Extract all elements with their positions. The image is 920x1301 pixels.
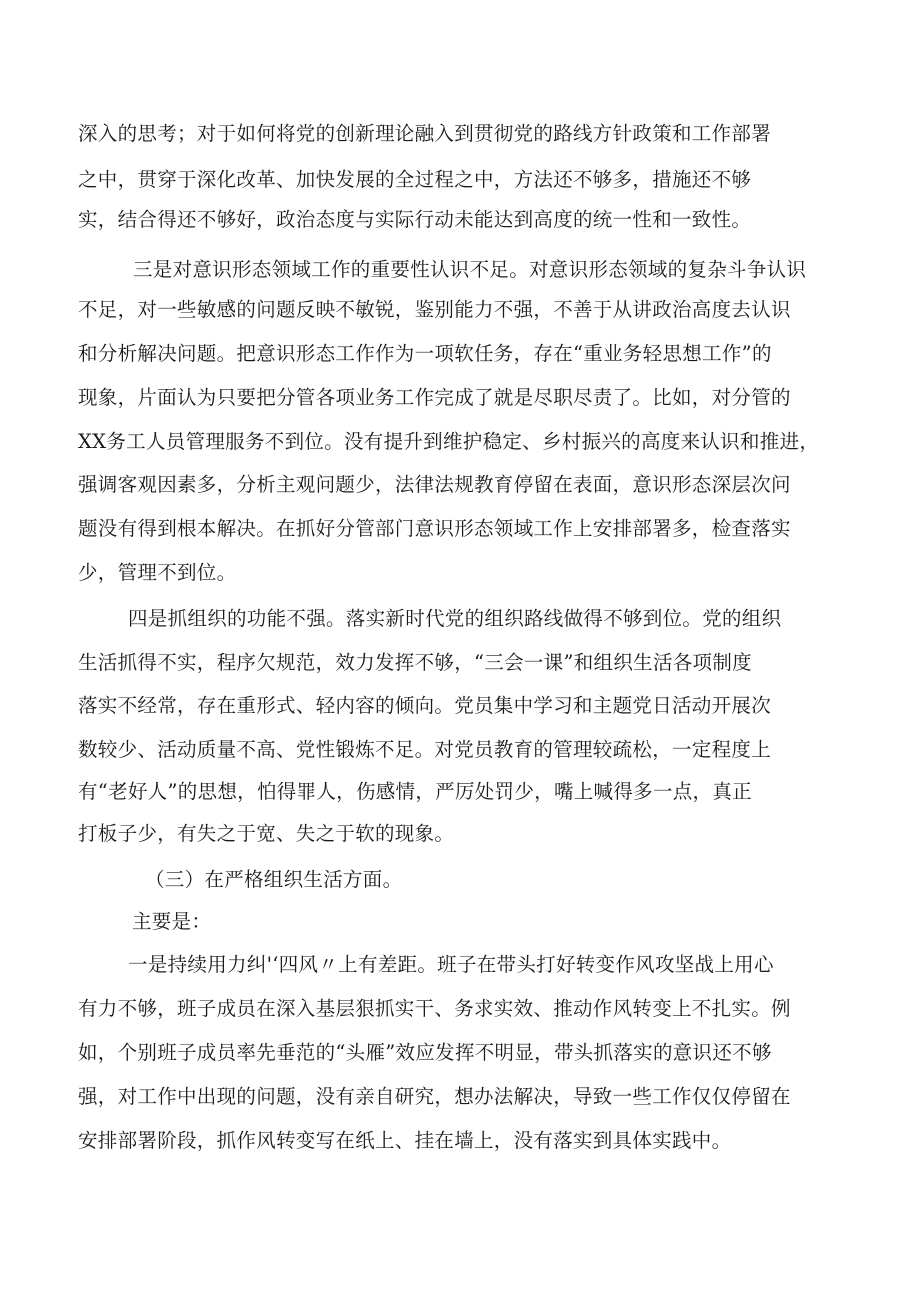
- text-line: 现象，片面认为只要把分管各项业务工作完成了就是尽职尽责了。比如，对分管的: [78, 386, 791, 409]
- text-line: 三是对意识形态领域工作的重要性认识不足。对意识形态领域的复杂斗争认识: [133, 258, 807, 281]
- text-line: 和分析解决问题。把意识形态工作作为一项软任务，存在“重业务轻思想工作”的: [78, 342, 772, 365]
- text-line: 强，对工作中出现的问题，没有亲自研究，想办法解决，导致一些工作仅仅停留在: [78, 1085, 791, 1108]
- text-line: 数较少、活动质量不高、党性锻炼不足。对党员教育的管理较疏松，一定程度上: [78, 738, 772, 761]
- text-line: 题没有得到根本解决。在抓好分管部门意识形态领域工作上安排部署多，检查落实: [78, 517, 791, 540]
- text-line: 一是持续用力纠'‘四风〃上有差距。班子在带头打好转变作风攻坚战上用心: [128, 953, 774, 976]
- text-line: 有“老好人”的思想，怕得罪人，伤感情，严厉处罚少，嘴上喊得多一点，真正: [78, 780, 752, 803]
- text-line: 打板子少，有失之于宽、失之于软的现象。: [78, 822, 455, 845]
- text-line: 落实不经常，存在重形式、轻内容的倾向。党员集中学习和主题党日活动开展次: [78, 694, 772, 717]
- text-line: 安排部署阶段，抓作风转变写在纸上、挂在墙上，没有落实到具体实践中。: [78, 1129, 732, 1152]
- text-line: 深入的思考；对于如何将党的创新理论融入到贯彻党的路线方针政策和工作部署: [78, 122, 772, 145]
- text-line: 有力不够，班子成员在深入基层狠抓实干、务求实效、推动作风转变上不扎实。例: [78, 997, 791, 1020]
- text-line: 实，结合得还不够好，政治态度与实际行动未能达到高度的统一性和一致性。: [78, 208, 752, 231]
- text-line: 不足，对一些敏感的问题反映不敏锐，鉴别能力不强，不善于从讲政治高度去认识: [78, 298, 791, 321]
- text-line: 四是抓组织的功能不强。落实新时代党的组织路线做得不够到位。党的组织: [128, 607, 782, 630]
- text-line: XX务工人员管理服务不到位。没有提升到维护稳定、乡村振兴的高度来认识和推进，: [78, 430, 820, 453]
- text-line: 主要是：: [132, 910, 212, 933]
- text-line: 少，管理不到位。: [78, 561, 237, 584]
- text-line: 如，个别班子成员率先垂范的“头雁”效应发挥不明显，带头抓落实的意识还不够: [78, 1041, 772, 1064]
- text-line: 生活抓得不实，程序欠规范，效力发挥不够，“三会一课”和组织生活各项制度: [78, 651, 752, 674]
- text-line: 之中，贯穿于深化改革、加快发展的全过程之中，方法还不够多，措施还不够: [78, 168, 752, 191]
- text-line: 强调客观因素多，分析主观问题少，法律法规教育停留在表面，意识形态深层次问: [78, 473, 791, 496]
- section-heading: （三）在严格组织生活方面。: [145, 868, 403, 891]
